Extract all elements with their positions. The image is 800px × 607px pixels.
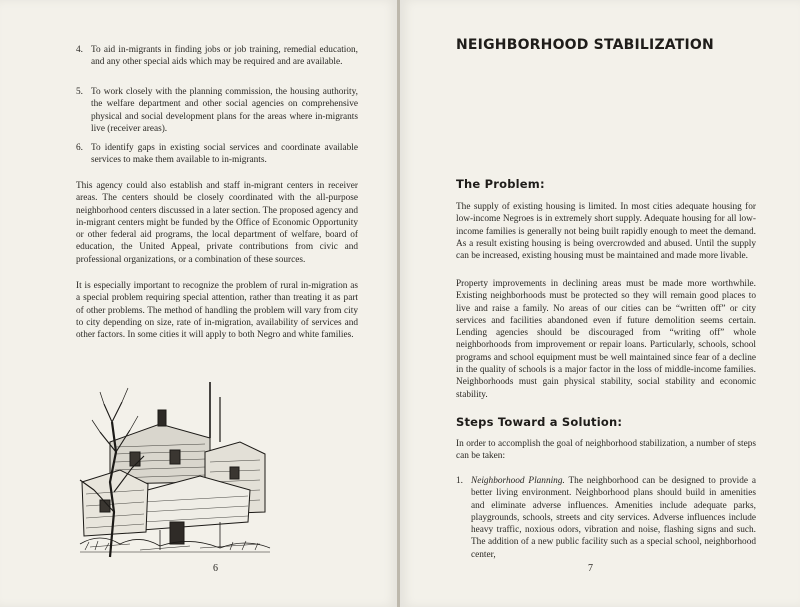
step-body (471, 475, 756, 561)
page-number-right: 7 (588, 563, 593, 574)
list-item-number: 5. (76, 87, 83, 97)
step-item-1 (456, 475, 756, 565)
list-item-text: To identify gaps in existing social services and coordinate available services to make them available to in-migrants. (91, 143, 358, 166)
section-title: NEIGHBORHOOD STABILIZATION (456, 37, 714, 53)
page-number-left: 6 (213, 563, 218, 574)
paragraph-in-migrant-centers: This agency could also establish and staff in-migrant centers in receiver areas. The centers should be closely coordinated with the all-purpose neighborhood centers discussed in a later section. The proposed agency and in-migrant centers might be funded by the Office of Economic Opportunity or other federal aid programs, the local department of welfare, board of education, the United Appeal, private contributions from civic and professional organizations, or a combination of these sources. (76, 181, 358, 265)
list-item-number: 6. (76, 143, 83, 153)
paragraph-rural-in-migration: It is especially important to recognize the problem of rural in-migration as a special problem requiring special attention, rather than treating it as part of other problems. The method of handling the problem will vary from city to city depending on size, rate of in-migration, availability of services and other factors. In some cities it will apply to both Negro and white families. (76, 281, 358, 341)
left-page (0, 0, 398, 607)
step-title: Neighborhood Planning. (471, 476, 565, 486)
list-item-text: To aid in-migrants in finding jobs or job training, remedial education, and any other special aids which may be required and are available. (91, 45, 358, 68)
problem-heading: The Problem: (456, 177, 545, 191)
list-item-6 (76, 142, 358, 170)
right-page (400, 0, 800, 607)
list-item-text: To work closely with the planning commission, the housing authority, the welfare department and other social agencies on comprehensive physical and social development plans for the areas where in-migrants live (receiver areas). (91, 87, 358, 134)
steps-heading: Steps Toward a Solution: (456, 415, 623, 429)
problem-paragraph-housing-supply: The supply of existing housing is limited. In most cities adequate housing for low-income Negroes is in extremely short supply. Adequate housing for all low-income families is generally not being built rapidly enough to meet the demand. As a result existing housing is being overcrowded and abused. Until the supply can be increased, existing housing must be maintained and made more livable. (456, 202, 756, 262)
list-item-5 (76, 86, 358, 136)
list-item-number: 4. (76, 45, 83, 55)
steps-intro: In order to accomplish the goal of neighborhood stabilization, a number of steps can be taken: (456, 439, 756, 462)
step-text: The neighborhood can be designed to provide a better living environment. Neighborhood plans should build in amenities and eliminate adverse influences. Amenities include adequate parks, playgrounds, schools, streets and city services. Adverse influences include heavy traffic, noxious odors, vibration and noise, flashing signs and such. The addition of a new public facility such as a special school, neighborhood center, (471, 476, 756, 560)
step-number: 1. (456, 476, 463, 486)
problem-paragraph-property-improvements: Property improvements in declining areas must be made more worthwhile. Existing neighborhoods must be protected so they will remain good places to live and raise a family. No areas of our cities can be “written off” or city services and facilities abandoned even if future demolition seems certain. Lending agencies should be discouraged from “writing off” whole neighborhoods from improvement or repair loans. Particularly, schools, school programs and school equipment must be well maintained since fear of a decline in the quality of schools is a major factor in the loss of middle-income families. Neighborhoods must gain physical stability, social stability and economic stability. (456, 279, 756, 400)
list-item-4 (76, 44, 358, 84)
housing-sketch-illustration (70, 372, 280, 564)
